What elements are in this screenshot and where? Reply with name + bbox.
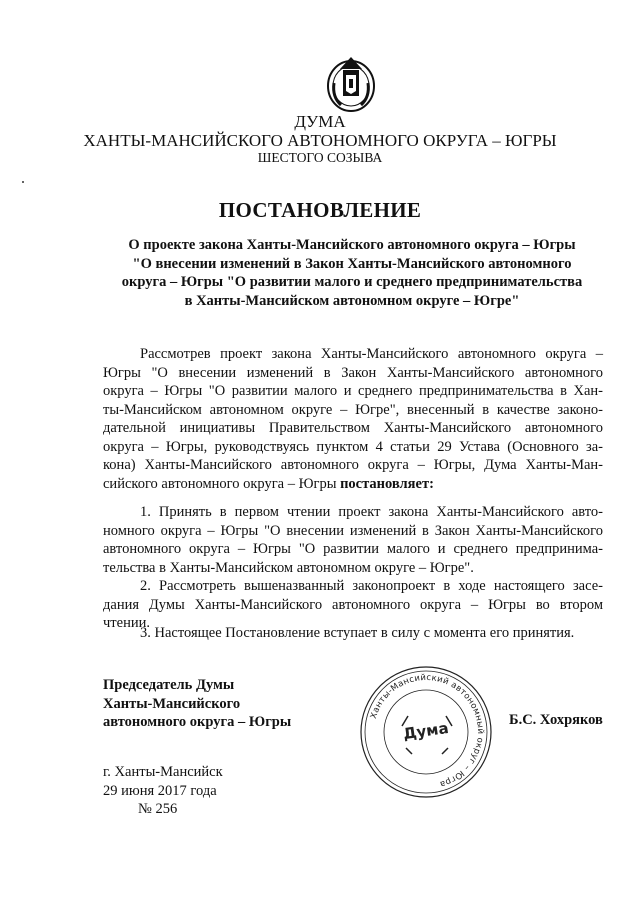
text-line: Югры "О внесении изменений в Закон Ханты-Мансийского автономного xyxy=(103,364,603,381)
document-number: № 256 xyxy=(138,801,178,817)
signatory-name: Б.С. Хохряков xyxy=(509,712,603,728)
organization-name: ДУМА xyxy=(294,112,346,131)
stamp-center-text: Дума xyxy=(402,718,450,744)
text-line: Рассмотрев проект закона Ханты-Мансийского автономного округа – xyxy=(140,346,603,362)
official-stamp xyxy=(358,664,494,800)
text-line: кона) Ханты-Мансийского автономного округа – Югры, Дума Ханты-Ман- xyxy=(103,457,603,473)
region-name: ХАНТЫ-МАНСИЙСКОГО АВТОНОМНОГО ОКРУГА – ЮГРЫ xyxy=(83,131,557,150)
text-line: 2. Рассмотреть вышеназванный законопроект в ходе настоящего засе- xyxy=(140,578,603,594)
text-line: дания Думы Ханты-Мансийского автономного округа – Югры во втором xyxy=(103,596,603,613)
place-and-date xyxy=(103,763,223,819)
scan-speck xyxy=(22,181,24,183)
coat-of-arms-icon xyxy=(326,53,376,113)
text-line: округа – Югры "О развитии малого и среднего предпринимательства в Хан- xyxy=(103,383,603,399)
text-line: округа – Югры, руководствуясь пунктом 4 статьи 29 Устава (Основного за- xyxy=(103,438,603,455)
stamp-ring-text: Ханты-Мансийский автономный округ – Югра xyxy=(368,672,486,790)
date: 29 июня 2017 года xyxy=(103,782,217,799)
decides-word: постановляет: xyxy=(340,475,434,492)
subject-line: в Ханты-Мансийском автономном округе – Югре" xyxy=(184,292,520,309)
document-subject xyxy=(112,236,592,310)
subject-line: О проекте закона Ханты-Мансийского автономного округа – Югры xyxy=(128,237,576,253)
item-3-paragraph xyxy=(103,624,603,643)
subject-line: округа – Югры "О развитии малого и среднего предпринимательства xyxy=(121,274,583,290)
text-line: ты-Мансийском автономном округе – Югре", внесенный в качестве законо- xyxy=(103,401,603,418)
text-line xyxy=(103,475,603,494)
text-line: номного округа – Югры "О внесении изменений в Закон Ханты-Мансийского xyxy=(103,522,603,539)
item-1-paragraph xyxy=(103,503,603,577)
subject-line: "О внесении изменений в Закон Ханты-Мансийского автономного xyxy=(132,255,572,272)
text-line: автономного округа – Югры "О развитии малого и среднего предпринима- xyxy=(103,541,603,557)
document-type: ПОСТАНОВЛЕНИЕ xyxy=(218,198,422,222)
text-line: тельства в Ханты-Мансийском автономном округе – Югре". xyxy=(103,559,474,576)
preamble-last-line: сийского автономного округа – Югры xyxy=(103,475,337,492)
signatory-role xyxy=(103,676,291,732)
preamble-paragraph xyxy=(103,345,603,493)
role-line: Ханты-Мансийского xyxy=(103,695,241,712)
text-line: 3. Настоящее Постановление вступает в силу с момента его принятия. xyxy=(140,625,575,641)
role-line: Председатель Думы xyxy=(103,677,235,693)
text-line: чтении. xyxy=(103,615,150,631)
role-line: автономного округа – Югры xyxy=(103,714,292,730)
text-line: 1. Принять в первом чтении проект закона Ханты-Мансийского авто- xyxy=(140,504,603,520)
text-line: дательной инициативы Правительством Ханты-Мансийского автономного xyxy=(103,420,603,436)
convocation: ШЕСТОГО СОЗЫВА xyxy=(257,150,383,165)
city: г. Ханты-Мансийск xyxy=(103,764,223,780)
